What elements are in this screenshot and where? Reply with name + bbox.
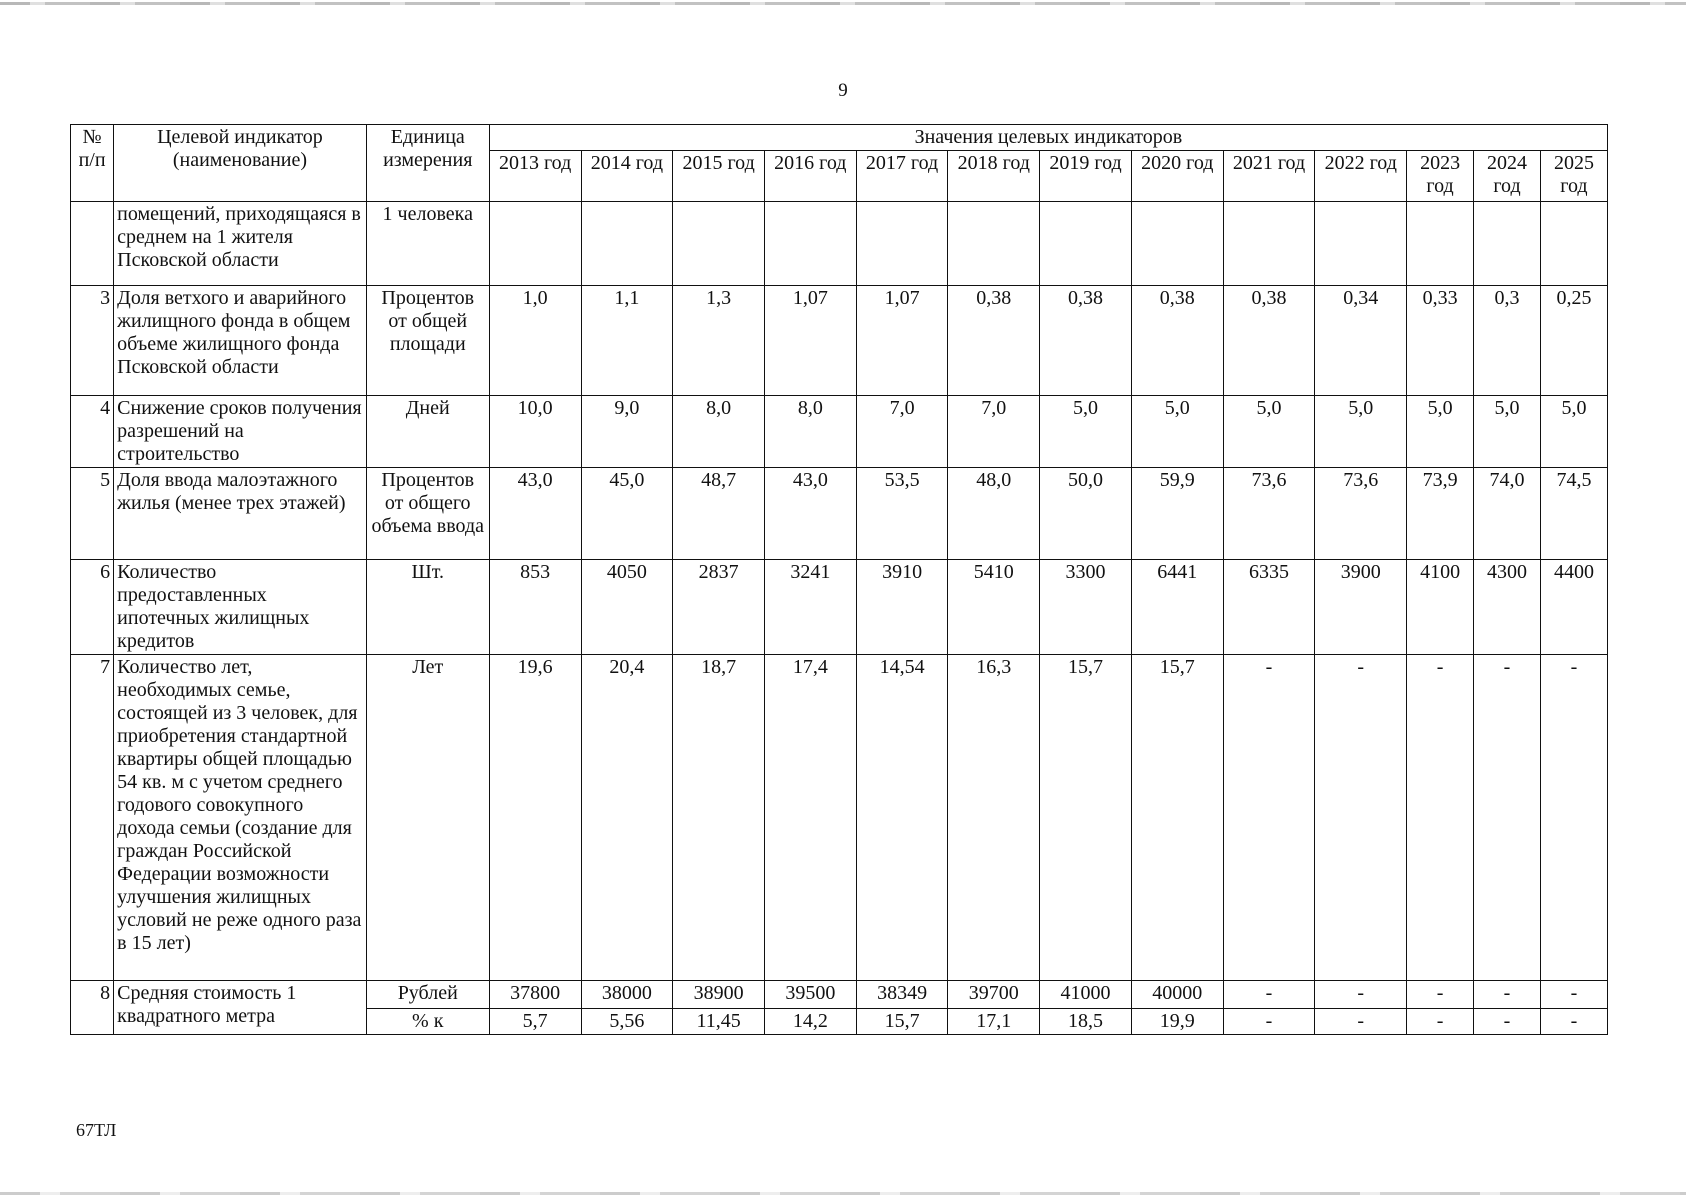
indicator-unit: Процентов от общего объема ввода — [366, 468, 489, 560]
indicator-value: 0,34 — [1315, 286, 1407, 396]
indicator-unit: Рублей — [366, 981, 489, 1009]
indicator-value: 17,1 — [948, 1009, 1040, 1035]
indicator-unit: Процентов от общей площади — [366, 286, 489, 396]
indicator-value: - — [1315, 655, 1407, 981]
indicator-value: 38349 — [856, 981, 948, 1009]
indicator-value: 5,0 — [1407, 396, 1474, 468]
indicator-value: 39500 — [764, 981, 856, 1009]
year-header: 2022 год — [1315, 151, 1407, 202]
year-header: 2023 год — [1407, 151, 1474, 202]
indicator-value: 0,38 — [1223, 286, 1315, 396]
table-row — [71, 286, 1608, 396]
indicator-value: - — [1540, 981, 1607, 1009]
indicator-unit: % к — [366, 1009, 489, 1035]
indicator-value: 10,0 — [489, 396, 581, 468]
indicator-value: 5,0 — [1131, 396, 1223, 468]
indicator-unit: 1 человека — [366, 202, 489, 286]
indicator-value: 11,45 — [673, 1009, 765, 1035]
indicator-value: 1,07 — [856, 286, 948, 396]
indicator-value: 48,7 — [673, 468, 765, 560]
indicator-value — [948, 202, 1040, 286]
indicator-value: 853 — [489, 560, 581, 655]
indicator-value: 20,4 — [581, 655, 673, 981]
indicator-value: 5,0 — [1315, 396, 1407, 468]
year-header: 2016 год — [764, 151, 856, 202]
indicator-value: 5,0 — [1223, 396, 1315, 468]
table-row — [71, 396, 1608, 468]
indicator-value: 0,38 — [1040, 286, 1132, 396]
indicator-value — [1040, 202, 1132, 286]
indicator-name: Доля ветхого и аварийного жилищного фонда в общем объеме жилищного фонда Псковской области — [114, 286, 367, 396]
year-header: 2017 год — [856, 151, 948, 202]
indicator-value: 14,2 — [764, 1009, 856, 1035]
indicator-value: 1,0 — [489, 286, 581, 396]
indicator-value: 19,6 — [489, 655, 581, 981]
indicator-value — [1131, 202, 1223, 286]
year-header: 2024 год — [1474, 151, 1541, 202]
indicator-value: 3300 — [1040, 560, 1132, 655]
indicator-value — [1315, 202, 1407, 286]
row-number: 8 — [71, 981, 114, 1035]
indicator-value: 15,7 — [856, 1009, 948, 1035]
indicator-value: 3910 — [856, 560, 948, 655]
num-header: № п/п — [71, 125, 114, 202]
indicator-value: - — [1223, 655, 1315, 981]
indicator-value: 0,25 — [1540, 286, 1607, 396]
year-header: 2021 год — [1223, 151, 1315, 202]
indicator-value: 6441 — [1131, 560, 1223, 655]
row-number — [71, 202, 114, 286]
indicator-value: - — [1315, 981, 1407, 1009]
indicator-value: - — [1315, 1009, 1407, 1035]
indicator-value: 0,3 — [1474, 286, 1541, 396]
indicator-unit: Дней — [366, 396, 489, 468]
indicator-value — [856, 202, 948, 286]
indicator-value: - — [1407, 981, 1474, 1009]
indicator-name: Количество лет, необходимых семье, состоящей из 3 человек, для приобретения стандартной квартиры общей площадью 54 кв. м с учетом среднего годового совокупного дохода семьи (создание для граждан Российской Федерации возможности улучшения жилищных условий не реже одного раза в 15 лет) — [114, 655, 367, 981]
indicator-value — [1407, 202, 1474, 286]
indicator-value: 37800 — [489, 981, 581, 1009]
indicator-value: 5410 — [948, 560, 1040, 655]
indicator-value: - — [1474, 981, 1541, 1009]
indicator-value: 45,0 — [581, 468, 673, 560]
indicator-value: 4300 — [1474, 560, 1541, 655]
indicator-name: Средняя стоимость 1 квадратного метра — [114, 981, 367, 1035]
table-row — [71, 202, 1608, 286]
indicator-value: 7,0 — [948, 396, 1040, 468]
indicator-value: 6335 — [1223, 560, 1315, 655]
indicator-name: Доля ввода малоэтажного жилья (менее трех этажей) — [114, 468, 367, 560]
scan-artifact-top — [0, 2, 1686, 5]
indicator-value — [489, 202, 581, 286]
row-number: 4 — [71, 396, 114, 468]
indicator-value: 2837 — [673, 560, 765, 655]
table-row — [71, 468, 1608, 560]
indicator-unit: Шт. — [366, 560, 489, 655]
indicator-value: 8,0 — [764, 396, 856, 468]
indicator-value: - — [1474, 655, 1541, 981]
indicator-value: - — [1407, 1009, 1474, 1035]
year-header: 2020 год — [1131, 151, 1223, 202]
indicator-value: 4100 — [1407, 560, 1474, 655]
indicator-value: 74,0 — [1474, 468, 1541, 560]
indicator-value: 0,38 — [1131, 286, 1223, 396]
indicator-value: 59,9 — [1131, 468, 1223, 560]
indicator-value: 1,3 — [673, 286, 765, 396]
indicator-value: 38000 — [581, 981, 673, 1009]
indicator-value: 1,07 — [764, 286, 856, 396]
year-header: 2018 год — [948, 151, 1040, 202]
year-header: 2025 год — [1540, 151, 1607, 202]
indicator-value: - — [1223, 1009, 1315, 1035]
indicator-value: 5,0 — [1474, 396, 1541, 468]
indicator-value: 9,0 — [581, 396, 673, 468]
indicator-value: 41000 — [1040, 981, 1132, 1009]
year-header: 2014 год — [581, 151, 673, 202]
indicator-name: помещений, приходящаяся в среднем на 1 жителя Псковской области — [114, 202, 367, 286]
header-row — [71, 125, 1608, 151]
year-header: 2015 год — [673, 151, 765, 202]
year-header: 2019 год — [1040, 151, 1132, 202]
document-code: 67ТЛ — [76, 1120, 117, 1140]
indicator-value: 5,56 — [581, 1009, 673, 1035]
indicator-unit: Лет — [366, 655, 489, 981]
indicator-value: 15,7 — [1131, 655, 1223, 981]
indicator-value: 18,5 — [1040, 1009, 1132, 1035]
indicator-value — [673, 202, 765, 286]
page-number: 9 — [838, 80, 848, 101]
indicator-name: Количество предоставленных ипотечных жилищных кредитов — [114, 560, 367, 655]
row-number: 6 — [71, 560, 114, 655]
indicator-value: 18,7 — [673, 655, 765, 981]
indicator-value: 73,9 — [1407, 468, 1474, 560]
indicator-value: 14,54 — [856, 655, 948, 981]
indicator-value: 50,0 — [1040, 468, 1132, 560]
indicator-value: - — [1407, 655, 1474, 981]
indicator-value: 53,5 — [856, 468, 948, 560]
indicator-value: 0,33 — [1407, 286, 1474, 396]
indicator-value: 3241 — [764, 560, 856, 655]
indicator-value: 7,0 — [856, 396, 948, 468]
indicator-value: - — [1223, 981, 1315, 1009]
indicator-value — [1474, 202, 1541, 286]
indicator-value: 0,38 — [948, 286, 1040, 396]
indicator-value: - — [1540, 655, 1607, 981]
indicator-value: 73,6 — [1315, 468, 1407, 560]
indicator-value: 38900 — [673, 981, 765, 1009]
indicator-value: 1,1 — [581, 286, 673, 396]
values-header: Значения целевых индикаторов — [489, 125, 1607, 151]
row-number: 3 — [71, 286, 114, 396]
indicator-value: 5,0 — [1540, 396, 1607, 468]
scan-artifact-bottom — [0, 1192, 1686, 1195]
table-row — [71, 655, 1608, 981]
name-header: Целевой индикатор (наименование) — [114, 125, 367, 202]
row-number: 7 — [71, 655, 114, 981]
indicator-value: 40000 — [1131, 981, 1223, 1009]
table-row — [71, 560, 1608, 655]
table-row — [71, 981, 1608, 1009]
indicator-value: 73,6 — [1223, 468, 1315, 560]
indicators-table — [70, 124, 1608, 1035]
indicator-value: 39700 — [948, 981, 1040, 1009]
indicator-value: 3900 — [1315, 560, 1407, 655]
indicator-value: 5,7 — [489, 1009, 581, 1035]
indicator-value: 48,0 — [948, 468, 1040, 560]
indicator-value — [1223, 202, 1315, 286]
year-header: 2013 год — [489, 151, 581, 202]
indicator-value — [764, 202, 856, 286]
indicator-value: 19,9 — [1131, 1009, 1223, 1035]
indicator-value: 4050 — [581, 560, 673, 655]
row-number: 5 — [71, 468, 114, 560]
indicator-name: Снижение сроков получения разрешений на строительство — [114, 396, 367, 468]
indicator-value: - — [1540, 1009, 1607, 1035]
indicator-value: 4400 — [1540, 560, 1607, 655]
indicator-value: 8,0 — [673, 396, 765, 468]
indicator-value: 43,0 — [764, 468, 856, 560]
indicator-value: 15,7 — [1040, 655, 1132, 981]
indicator-value: 74,5 — [1540, 468, 1607, 560]
indicator-value: 5,0 — [1040, 396, 1132, 468]
indicator-value: - — [1474, 1009, 1541, 1035]
indicator-value — [1540, 202, 1607, 286]
indicator-value — [581, 202, 673, 286]
indicator-value: 43,0 — [489, 468, 581, 560]
unit-header: Единица измерения — [366, 125, 489, 202]
indicator-value: 17,4 — [764, 655, 856, 981]
indicator-value: 16,3 — [948, 655, 1040, 981]
